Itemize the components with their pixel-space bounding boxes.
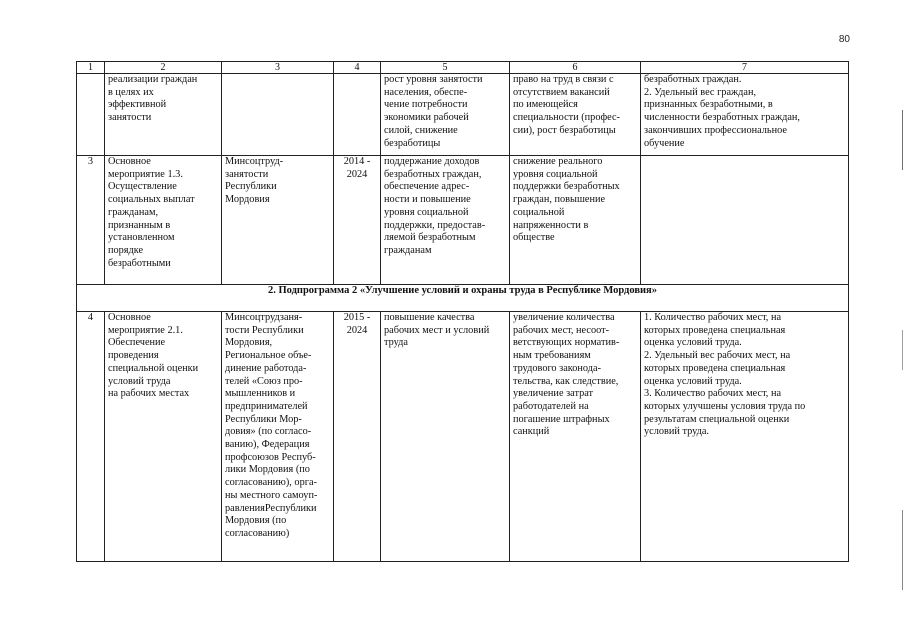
expected-result: поддержание доходов безработных граждан, обеспечение адрес- ности и повышение уровня социальной поддержки, предостав- ляемой безработным гражданам	[381, 156, 510, 285]
measure-name: Основное мероприятие 2.1. Обеспечение проведения специальной оценки условий труда на рабочих местах	[105, 312, 222, 562]
col-header-1: 1	[77, 62, 105, 74]
scan-edge-mark	[902, 110, 903, 170]
col-header-4: 4	[334, 62, 381, 74]
measure-name: Основное мероприятие 1.3. Осуществление социальных выплат гражданам, признанным в установленном порядке безработными	[105, 156, 222, 285]
indicator-link: 1. Количество рабочих мест, на которых проведена специальная оценка условий труда. 2. Удельный вес рабочих мест, на которых проведена специальная оценка условий труда. 3. Количество рабочих мест, на которых улучшены условия труда по результатам специальной оценки условий труда.	[641, 312, 849, 562]
responsible-executor: Минсоцтрудзаня- тости Республики Мордовия, Региональное объе- динение работода- телей «Союз про- мышленников и предпринимателей Республики Мор- довия» (по согласо- ванию), Федерация профсоюзов Респуб- лики Мордовия (по согласованию), орга- ны местного самоуп- равленияРеспублики Мордовия (по согласованию)	[222, 312, 334, 562]
page-number: 80	[838, 34, 850, 45]
table-row	[77, 312, 849, 562]
implementation-period: 2014 - 2024	[334, 156, 381, 285]
measures-table	[76, 61, 849, 562]
header-row	[77, 62, 849, 74]
non-implementation-consequences: право на труд в связи с отсутствием вакансий по имеющейся специальности (профес- сии), рост безработицы	[510, 74, 641, 156]
non-implementation-consequences: увеличение количества рабочих мест, несоот- ветствующих норматив- ным требованиям трудового законода- тельства, как следствие, увеличение затрат работодателей на погашение штрафных санкций	[510, 312, 641, 562]
table-row	[77, 74, 849, 156]
responsible-executor	[222, 74, 334, 156]
scan-edge-mark	[902, 510, 903, 590]
non-implementation-consequences: снижение реального уровня социальной поддержки безработных граждан, повышение социальной напряженности в обществе	[510, 156, 641, 285]
col-header-7: 7	[641, 62, 849, 74]
expected-result: рост уровня занятости населения, обеспе- чение потребности экономики рабочей силой, снижение безработицы	[381, 74, 510, 156]
scan-edge-mark	[902, 330, 903, 370]
col-header-5: 5	[381, 62, 510, 74]
indicator-link	[641, 156, 849, 285]
col-header-2: 2	[105, 62, 222, 74]
subprogram-title: 2. Подпрограмма 2 «Улучшение условий и охраны труда в Республике Мордовия»	[77, 285, 849, 312]
col-header-3: 3	[222, 62, 334, 74]
table-row	[77, 156, 849, 285]
implementation-period: 2015 - 2024	[334, 312, 381, 562]
row-number	[77, 74, 105, 156]
row-number: 4	[77, 312, 105, 562]
indicator-link: безработных граждан. 2. Удельный вес граждан, признанных безработными, в численности безработных граждан, закончивших профессиональное обучение	[641, 74, 849, 156]
expected-result: повышение качества рабочих мест и условий труда	[381, 312, 510, 562]
implementation-period	[334, 74, 381, 156]
row-number: 3	[77, 156, 105, 285]
responsible-executor: Минсоцтруд- занятости Республики Мордовия	[222, 156, 334, 285]
measure-name: реализации граждан в целях их эффективной занятости	[105, 74, 222, 156]
subprogram-row	[77, 285, 849, 312]
col-header-6: 6	[510, 62, 641, 74]
